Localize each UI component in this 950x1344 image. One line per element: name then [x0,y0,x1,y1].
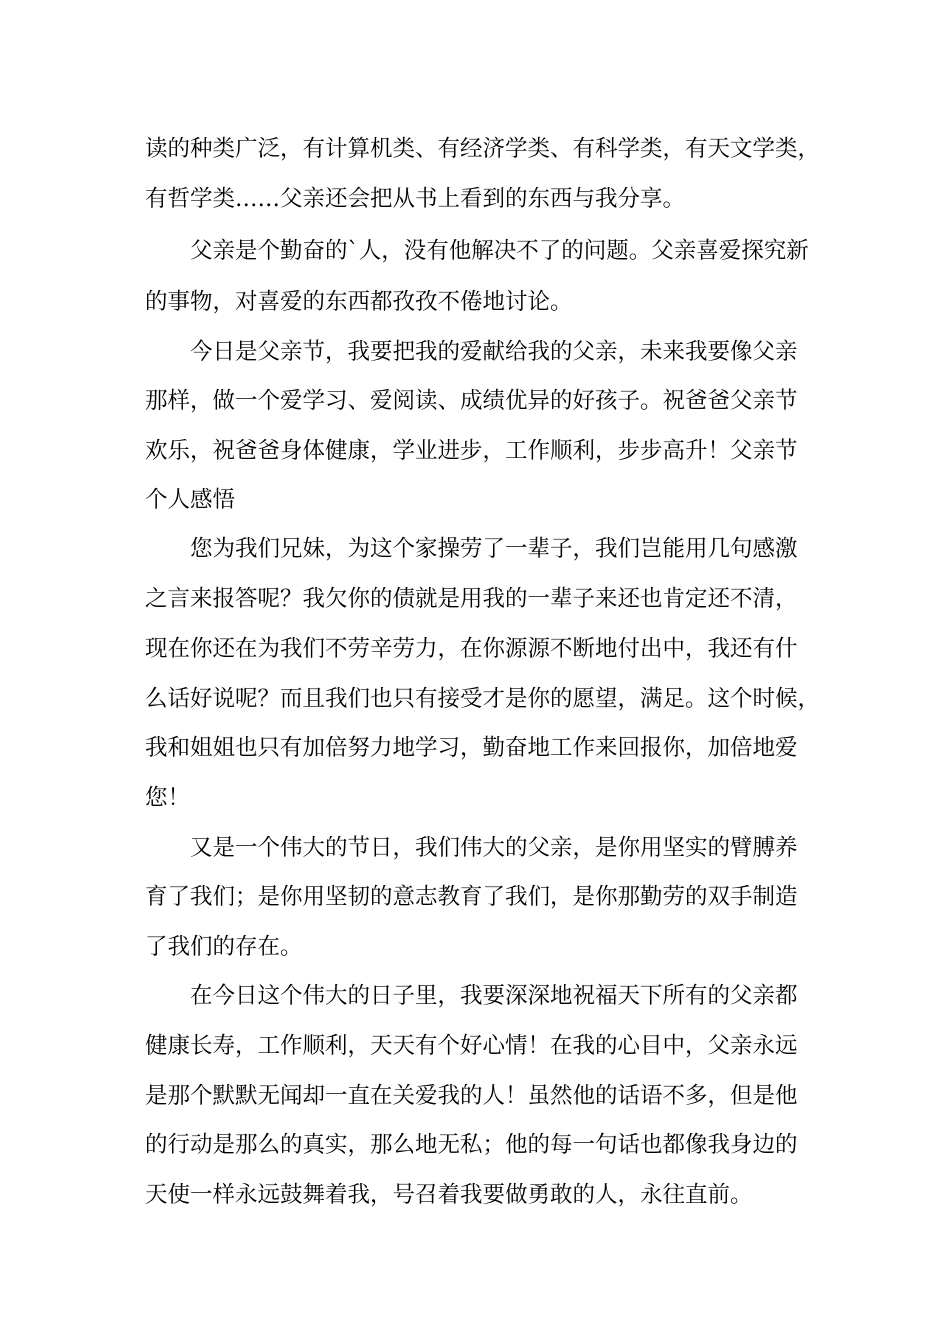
text-line: 天使一样永远鼓舞着我，号召着我要做勇敢的人，永往直前。 [145,1182,753,1208]
paragraph-first-line: 又是一个伟大的节日，我们伟大的父亲，是你用坚实的臂膊养 [190,835,798,861]
text-line: 健康长寿，工作顺利，天天有个好心情！在我的心目中，父亲永远 [145,1033,798,1059]
text-line: 个人感悟 [145,487,236,513]
text-line: 么话好说呢？而且我们也只有接受才是你的愿望，满足。这个时候， [145,686,821,712]
text-line: 那样，做一个爱学习、爱阅读、成绩优异的好孩子。祝爸爸父亲节 [145,388,798,414]
text-line: 育了我们；是你用坚韧的意志教育了我们，是你那勤劳的双手制造 [145,884,798,910]
text-line: 之言来报答呢？我欠你的债就是用我的一辈子来还也肯定还不清， [145,586,798,612]
text-line: 有哲学类……父亲还会把从书上看到的东西与我分享。 [145,186,686,212]
text-line: 的行动是那么的真实，那么地无私；他的每一句话也都像我身边的 [145,1132,798,1158]
text-line: 欢乐，祝爸爸身体健康，学业进步，工作顺利，步步高升！父亲节 [145,438,798,464]
text-line: 读的种类广泛，有计算机类、有经济学类、有科学类，有天文学类， [145,136,821,162]
text-line: 我和姐姐也只有加倍努力地学习，勤奋地工作来回报你，加倍地爱 [145,735,798,761]
text-line: 您！ [145,785,191,811]
text-line: 的事物，对喜爱的东西都孜孜不倦地讨论。 [145,289,573,315]
paragraph-first-line: 您为我们兄妹，为这个家操劳了一辈子，我们岂能用几句感激 [190,536,798,562]
text-line: 现在你还在为我们不劳辛劳力，在你源源不断地付出中，我还有什 [145,636,798,662]
text-line: 了我们的存在。 [145,934,303,960]
paragraph-first-line: 今日是父亲节，我要把我的爱献给我的父亲，未来我要像父亲 [190,339,798,365]
text-line: 是那个默默无闻却一直在关爱我的人！虽然他的话语不多，但是他 [145,1083,798,1109]
paragraph-first-line: 父亲是个勤奋的`人，没有他解决不了的问题。父亲喜爱探究新 [190,238,809,264]
paragraph-first-line: 在今日这个伟大的日子里，我要深深地祝福天下所有的父亲都 [190,983,798,1009]
